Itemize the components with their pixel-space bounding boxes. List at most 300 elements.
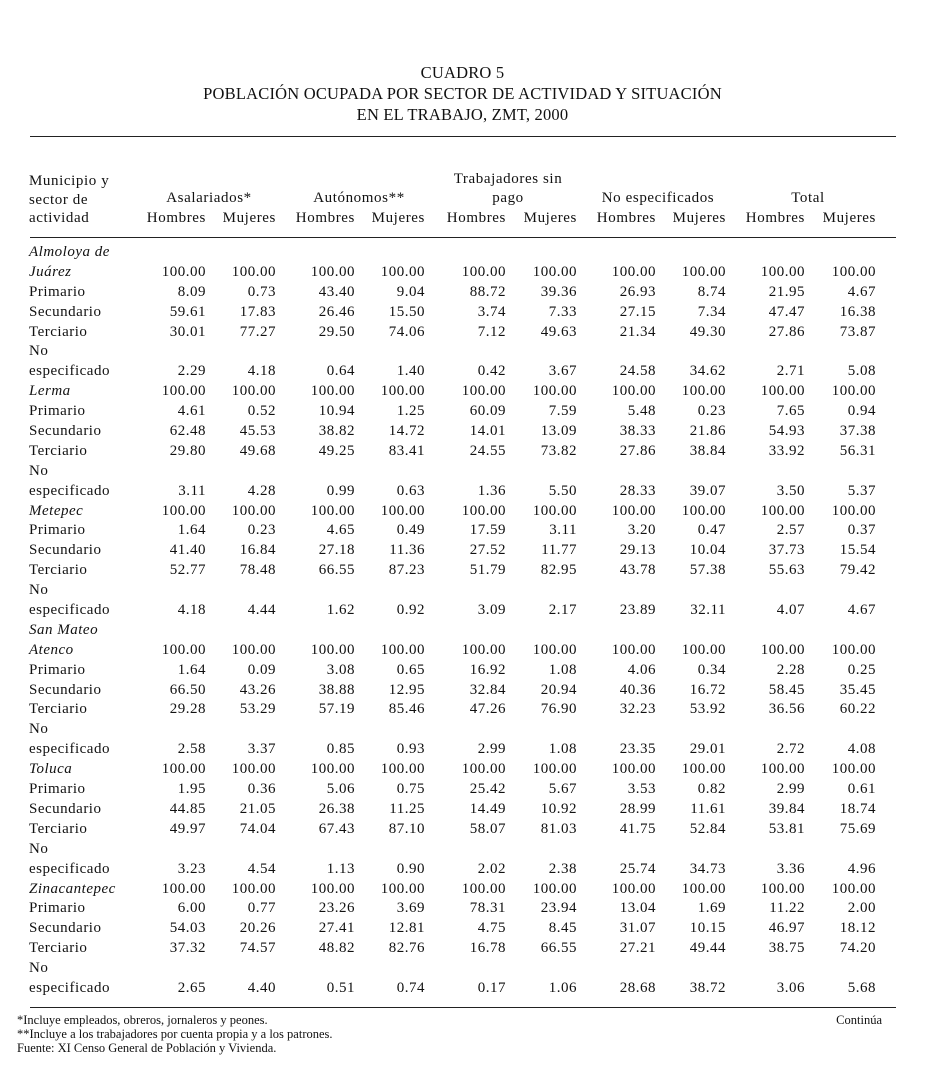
table-cell: 100.00 — [461, 263, 506, 280]
table-cell: 27.21 — [619, 940, 656, 957]
table-cell: 67.43 — [318, 820, 355, 837]
table-cell: 100.00 — [380, 641, 425, 658]
table-cell: 15.54 — [839, 542, 876, 559]
table-cell: 23.89 — [619, 602, 656, 619]
table-cell: 3.53 — [627, 781, 656, 798]
table-cell: 18.12 — [839, 920, 876, 937]
table-cell: 100.00 — [611, 502, 656, 519]
table-cell: 100.00 — [380, 263, 425, 280]
table-cell: 1.62 — [326, 602, 355, 619]
table-cell: 56.31 — [839, 442, 876, 459]
table-cell: 100.00 — [831, 761, 876, 778]
table-cell: 100.00 — [831, 383, 876, 400]
table-row — [0, 860, 925, 880]
table-cell: 100.00 — [760, 502, 805, 519]
table-row — [0, 939, 925, 959]
table-cell: 34.62 — [689, 363, 726, 380]
table-cell: 27.15 — [619, 303, 656, 320]
table-cell: 5.37 — [847, 482, 876, 499]
table-cell: 100.00 — [760, 761, 805, 778]
table-row — [0, 482, 925, 502]
table-row — [0, 521, 925, 541]
table-cell: 4.96 — [847, 860, 876, 877]
table-cell: 100.00 — [380, 761, 425, 778]
sector-label: Primario — [29, 283, 86, 300]
table-cell: 5.68 — [847, 979, 876, 996]
table-cell: 100.00 — [161, 880, 206, 897]
table-cell: 7.65 — [776, 403, 805, 420]
table-cell: 100.00 — [611, 263, 656, 280]
table-cell: 49.25 — [318, 442, 355, 459]
table-cell: 21.95 — [768, 283, 805, 300]
sector-label: especificado — [29, 363, 110, 380]
sector-label: No — [29, 462, 49, 479]
table-row — [0, 422, 925, 442]
table-cell: 23.35 — [619, 741, 656, 758]
table-cell: 17.83 — [239, 303, 276, 320]
table-cell: 4.61 — [177, 403, 206, 420]
table-cell: 10.15 — [689, 920, 726, 937]
table-cell: 41.75 — [619, 820, 656, 837]
table-cell: 100.00 — [681, 383, 726, 400]
stub-header-line1: Municipio y — [29, 173, 110, 189]
table-cell: 66.55 — [318, 562, 355, 579]
table-cell: 16.78 — [469, 940, 506, 957]
table-cell: 52.84 — [689, 820, 726, 837]
table-cell: 2.02 — [477, 860, 506, 877]
table-cell: 60.09 — [469, 403, 506, 420]
table-cell: 48.82 — [318, 940, 355, 957]
table-cell: 32.84 — [469, 681, 506, 698]
sector-label: especificado — [29, 482, 110, 499]
table-cell: 54.03 — [169, 920, 206, 937]
table-cell: 100.00 — [760, 383, 805, 400]
table-cell: 3.11 — [178, 482, 206, 499]
table-cell: 29.28 — [169, 701, 206, 718]
table-cell: 38.72 — [689, 979, 726, 996]
table-cell: 49.63 — [540, 323, 577, 340]
table-cell: 88.72 — [469, 283, 506, 300]
table-cell: 57.19 — [318, 701, 355, 718]
table-cell: 100.00 — [532, 502, 577, 519]
table-cell: 100.00 — [161, 502, 206, 519]
table-cell: 0.82 — [697, 781, 726, 798]
table-cell: 39.36 — [540, 283, 577, 300]
table-cell: 74.06 — [388, 323, 425, 340]
table-cell: 11.77 — [541, 542, 577, 559]
municipio-label: Zinacantepec — [29, 880, 116, 897]
table-cell: 41.40 — [169, 542, 206, 559]
table-cell: 1.36 — [477, 482, 506, 499]
top-rule — [30, 136, 896, 137]
table-row — [0, 880, 925, 900]
table-cell: 51.79 — [469, 562, 506, 579]
table-cell: 17.59 — [469, 522, 506, 539]
table-cell: 100.00 — [310, 502, 355, 519]
table-cell: 87.10 — [388, 820, 425, 837]
table-cell: 7.34 — [697, 303, 726, 320]
table-cell: 0.23 — [247, 522, 276, 539]
table-cell: 53.92 — [689, 701, 726, 718]
table-cell: 1.13 — [326, 860, 355, 877]
table-cell: 28.68 — [619, 979, 656, 996]
table-cell: 100.00 — [380, 880, 425, 897]
table-cell: 100.00 — [760, 880, 805, 897]
table-cell: 1.40 — [396, 363, 425, 380]
table-cell: 23.94 — [540, 900, 577, 917]
subheader-hombres: Hombres — [146, 210, 206, 226]
table-cell: 78.48 — [239, 562, 276, 579]
table-cell: 100.00 — [461, 383, 506, 400]
table-cell: 74.04 — [239, 820, 276, 837]
table-cell: 49.97 — [169, 820, 206, 837]
table-cell: 100.00 — [831, 641, 876, 658]
table-cell: 100.00 — [532, 383, 577, 400]
sector-label: Terciario — [29, 701, 88, 718]
table-cell: 100.00 — [231, 383, 276, 400]
table-cell: 24.58 — [619, 363, 656, 380]
table-cell: 4.28 — [247, 482, 276, 499]
table-row — [0, 740, 925, 760]
table-row — [0, 601, 925, 621]
table-cell: 8.09 — [177, 283, 206, 300]
table-cell: 0.63 — [396, 482, 425, 499]
sector-label: Secundario — [29, 423, 102, 440]
sector-label: Secundario — [29, 303, 102, 320]
table-cell: 11.36 — [389, 542, 425, 559]
table-cell: 75.69 — [839, 820, 876, 837]
table-cell: 52.77 — [169, 562, 206, 579]
sector-label: No — [29, 840, 49, 857]
table-cell: 0.49 — [396, 522, 425, 539]
table-cell: 1.69 — [697, 900, 726, 917]
sector-label: Secundario — [29, 920, 102, 937]
table-cell: 0.42 — [477, 363, 506, 380]
municipio-label: Metepec — [29, 502, 84, 519]
table-row — [0, 502, 925, 522]
table-cell: 16.72 — [689, 681, 726, 698]
sector-label: No — [29, 582, 49, 599]
table-cell: 0.73 — [247, 283, 276, 300]
table-cell: 1.64 — [177, 661, 206, 678]
subheader-hombres: Hombres — [596, 210, 656, 226]
table-cell: 3.37 — [247, 741, 276, 758]
sector-label: especificado — [29, 979, 110, 996]
table-cell: 100.00 — [231, 263, 276, 280]
table-cell: 100.00 — [831, 502, 876, 519]
table-cell: 100.00 — [760, 263, 805, 280]
table-cell: 29.13 — [619, 542, 656, 559]
bottom-rule — [30, 1007, 896, 1008]
table-cell: 0.37 — [847, 522, 876, 539]
table-row — [0, 382, 925, 402]
table-cell: 1.64 — [177, 522, 206, 539]
table-row — [0, 681, 925, 701]
table-row — [0, 402, 925, 422]
table-cell: 5.67 — [548, 781, 577, 798]
sector-label: No — [29, 960, 49, 977]
table-cell: 53.29 — [239, 701, 276, 718]
table-cell: 32.23 — [619, 701, 656, 718]
footnote-autonomos: **Incluye a los trabajadores por cuenta propia y a los patrones. — [17, 1027, 333, 1041]
table-cell: 1.08 — [548, 661, 577, 678]
table-cell: 25.42 — [469, 781, 506, 798]
table-cell: 38.33 — [619, 423, 656, 440]
table-cell: 0.61 — [847, 781, 876, 798]
table-title-line1: POBLACIÓN OCUPADA POR SECTOR DE ACTIVIDAD Y SITUACIÓN — [203, 84, 722, 103]
table-cell: 10.04 — [689, 542, 726, 559]
sector-label: Secundario — [29, 800, 102, 817]
sector-label: Terciario — [29, 820, 88, 837]
group-trabajadores-sin-pago-line1: Trabajadores sin — [453, 171, 563, 187]
table-cell: 0.99 — [326, 482, 355, 499]
table-row — [0, 442, 925, 462]
table-cell: 11.25 — [389, 800, 425, 817]
table-row — [0, 840, 925, 860]
table-cell: 0.52 — [247, 403, 276, 420]
table-cell: 43.26 — [239, 681, 276, 698]
sector-label: Terciario — [29, 323, 88, 340]
table-cell: 15.50 — [388, 303, 425, 320]
table-cell: 0.65 — [396, 661, 425, 678]
table-cell: 37.32 — [169, 940, 206, 957]
table-cell: 18.74 — [839, 800, 876, 817]
sector-label: No — [29, 721, 49, 738]
table-cell: 0.23 — [697, 403, 726, 420]
table-cell: 58.07 — [469, 820, 506, 837]
table-cell: 100.00 — [310, 383, 355, 400]
table-cell: 83.41 — [388, 442, 425, 459]
subheader-hombres: Hombres — [446, 210, 506, 226]
table-cell: 100.00 — [611, 383, 656, 400]
table-row — [0, 462, 925, 482]
table-cell: 55.63 — [768, 562, 805, 579]
table-cell: 100.00 — [611, 761, 656, 778]
group-total: Total — [791, 190, 825, 206]
table-cell: 0.17 — [477, 979, 506, 996]
table-row — [0, 899, 925, 919]
table-cell: 100.00 — [760, 641, 805, 658]
table-row — [0, 800, 925, 820]
table-cell: 36.56 — [768, 701, 805, 718]
table-cell: 3.06 — [776, 979, 805, 996]
table-row — [0, 581, 925, 601]
table-cell: 3.50 — [776, 482, 805, 499]
table-cell: 1.08 — [548, 741, 577, 758]
table-row — [0, 342, 925, 362]
table-cell: 100.00 — [681, 641, 726, 658]
table-cell: 3.08 — [326, 661, 355, 678]
table-cell: 66.50 — [169, 681, 206, 698]
table-cell: 20.94 — [540, 681, 577, 698]
table-cell: 24.55 — [469, 442, 506, 459]
table-cell: 100.00 — [681, 761, 726, 778]
table-cell: 4.44 — [247, 602, 276, 619]
table-cell: 29.50 — [318, 323, 355, 340]
table-cell: 76.90 — [540, 701, 577, 718]
table-cell: 16.84 — [239, 542, 276, 559]
table-cell: 31.07 — [619, 920, 656, 937]
table-cell: 2.29 — [177, 363, 206, 380]
table-cell: 2.38 — [548, 860, 577, 877]
table-cell: 2.99 — [477, 741, 506, 758]
table-cell: 0.34 — [697, 661, 726, 678]
table-cell: 3.69 — [396, 900, 425, 917]
group-trabajadores-sin-pago-line2: pago — [492, 190, 524, 206]
table-cell: 21.34 — [619, 323, 656, 340]
table-cell: 4.54 — [247, 860, 276, 877]
table-title-block — [0, 62, 925, 125]
table-cell: 73.82 — [540, 442, 577, 459]
sector-label: Terciario — [29, 940, 88, 957]
sector-label: especificado — [29, 602, 110, 619]
table-row — [0, 621, 925, 641]
municipio-label: Toluca — [29, 761, 73, 778]
table-row — [0, 661, 925, 681]
table-cell: 1.25 — [396, 403, 425, 420]
sector-label: Primario — [29, 522, 86, 539]
footnote-asalariados: *Incluye empleados, obreros, jornaleros y peones. — [17, 1013, 268, 1027]
table-cell: 3.11 — [549, 522, 577, 539]
header-rule — [30, 237, 896, 238]
table-cell: 37.73 — [768, 542, 805, 559]
table-number: CUADRO 5 — [420, 63, 505, 82]
table-row — [0, 720, 925, 740]
table-cell: 5.50 — [548, 482, 577, 499]
table-cell: 23.26 — [318, 900, 355, 917]
table-cell: 5.48 — [627, 403, 656, 420]
table-cell: 34.73 — [689, 860, 726, 877]
subheader-mujeres: Mujeres — [822, 210, 876, 226]
table-cell: 35.45 — [839, 681, 876, 698]
table-cell: 4.18 — [177, 602, 206, 619]
table-row — [0, 700, 925, 720]
table-cell: 3.67 — [548, 363, 577, 380]
table-cell: 85.46 — [388, 701, 425, 718]
table-cell: 73.87 — [839, 323, 876, 340]
table-cell: 46.97 — [768, 920, 805, 937]
table-cell: 33.92 — [768, 442, 805, 459]
table-cell: 100.00 — [532, 761, 577, 778]
table-cell: 12.95 — [388, 681, 425, 698]
sector-label: Secundario — [29, 542, 102, 559]
table-title-line2: EN EL TRABAJO, ZMT, 2000 — [356, 105, 569, 124]
table-cell: 27.18 — [318, 542, 355, 559]
table-cell: 100.00 — [231, 761, 276, 778]
table-cell: 100.00 — [310, 761, 355, 778]
footnote-source: Fuente: XI Censo General de Población y Vivienda. — [17, 1041, 277, 1055]
municipio-label: Atenco — [29, 641, 74, 658]
sector-label: Primario — [29, 900, 86, 917]
table-cell: 2.99 — [776, 781, 805, 798]
table-cell: 100.00 — [461, 761, 506, 778]
table-cell: 14.72 — [388, 423, 425, 440]
table-cell: 7.59 — [548, 403, 577, 420]
table-cell: 81.03 — [540, 820, 577, 837]
subheader-mujeres: Mujeres — [222, 210, 276, 226]
table-row — [0, 303, 925, 323]
table-cell: 78.31 — [469, 900, 506, 917]
group-no-especificados: No especificados — [601, 190, 715, 206]
table-cell: 3.20 — [627, 522, 656, 539]
table-row — [0, 919, 925, 939]
table-cell: 47.26 — [469, 701, 506, 718]
table-row — [0, 641, 925, 661]
table-cell: 4.75 — [477, 920, 506, 937]
table-cell: 2.00 — [847, 900, 876, 917]
table-cell: 10.94 — [318, 403, 355, 420]
table-cell: 77.27 — [239, 323, 276, 340]
table-cell: 0.94 — [847, 403, 876, 420]
table-cell: 100.00 — [310, 641, 355, 658]
sector-label: Primario — [29, 403, 86, 420]
table-cell: 0.77 — [247, 900, 276, 917]
table-cell: 100.00 — [161, 263, 206, 280]
table-cell: 40.36 — [619, 681, 656, 698]
table-cell: 26.38 — [318, 800, 355, 817]
table-cell: 0.47 — [697, 522, 726, 539]
table-cell: 29.01 — [689, 741, 726, 758]
table-cell: 100.00 — [461, 880, 506, 897]
table-cell: 0.09 — [247, 661, 276, 678]
table-cell: 7.12 — [477, 323, 506, 340]
table-cell: 12.81 — [388, 920, 425, 937]
continua-label: Continúa — [836, 1013, 882, 1027]
table-row — [0, 243, 925, 263]
sector-label: Secundario — [29, 681, 102, 698]
table-row — [0, 780, 925, 800]
table-cell: 100.00 — [611, 880, 656, 897]
table-cell: 100.00 — [831, 263, 876, 280]
table-cell: 14.01 — [469, 423, 506, 440]
table-cell: 100.00 — [461, 641, 506, 658]
table-row — [0, 959, 925, 979]
table-cell: 7.33 — [548, 303, 577, 320]
table-cell: 27.41 — [318, 920, 355, 937]
stub-header-line2: sector de — [29, 192, 89, 208]
table-cell: 16.38 — [839, 303, 876, 320]
table-cell: 43.40 — [318, 283, 355, 300]
table-cell: 0.74 — [396, 979, 425, 996]
table-cell: 49.44 — [689, 940, 726, 957]
table-cell: 100.00 — [831, 880, 876, 897]
table-cell: 0.93 — [396, 741, 425, 758]
table-row — [0, 263, 925, 283]
table-cell: 10.92 — [540, 800, 577, 817]
sector-label: Primario — [29, 781, 86, 798]
table-body — [0, 243, 925, 999]
sector-label: Primario — [29, 661, 86, 678]
table-cell: 100.00 — [161, 383, 206, 400]
sector-label: Terciario — [29, 562, 88, 579]
table-cell: 4.18 — [247, 363, 276, 380]
table-row — [0, 541, 925, 561]
table-cell: 100.00 — [161, 641, 206, 658]
table-cell: 0.85 — [326, 741, 355, 758]
table-cell: 11.22 — [769, 900, 805, 917]
table-cell: 39.84 — [768, 800, 805, 817]
table-cell: 82.95 — [540, 562, 577, 579]
table-row — [0, 323, 925, 343]
table-row — [0, 979, 925, 999]
table-cell: 5.08 — [847, 363, 876, 380]
table-cell: 38.84 — [689, 442, 726, 459]
table-cell: 26.46 — [318, 303, 355, 320]
table-cell: 44.85 — [169, 800, 206, 817]
table-cell: 100.00 — [681, 502, 726, 519]
table-cell: 8.45 — [548, 920, 577, 937]
table-cell: 20.26 — [239, 920, 276, 937]
